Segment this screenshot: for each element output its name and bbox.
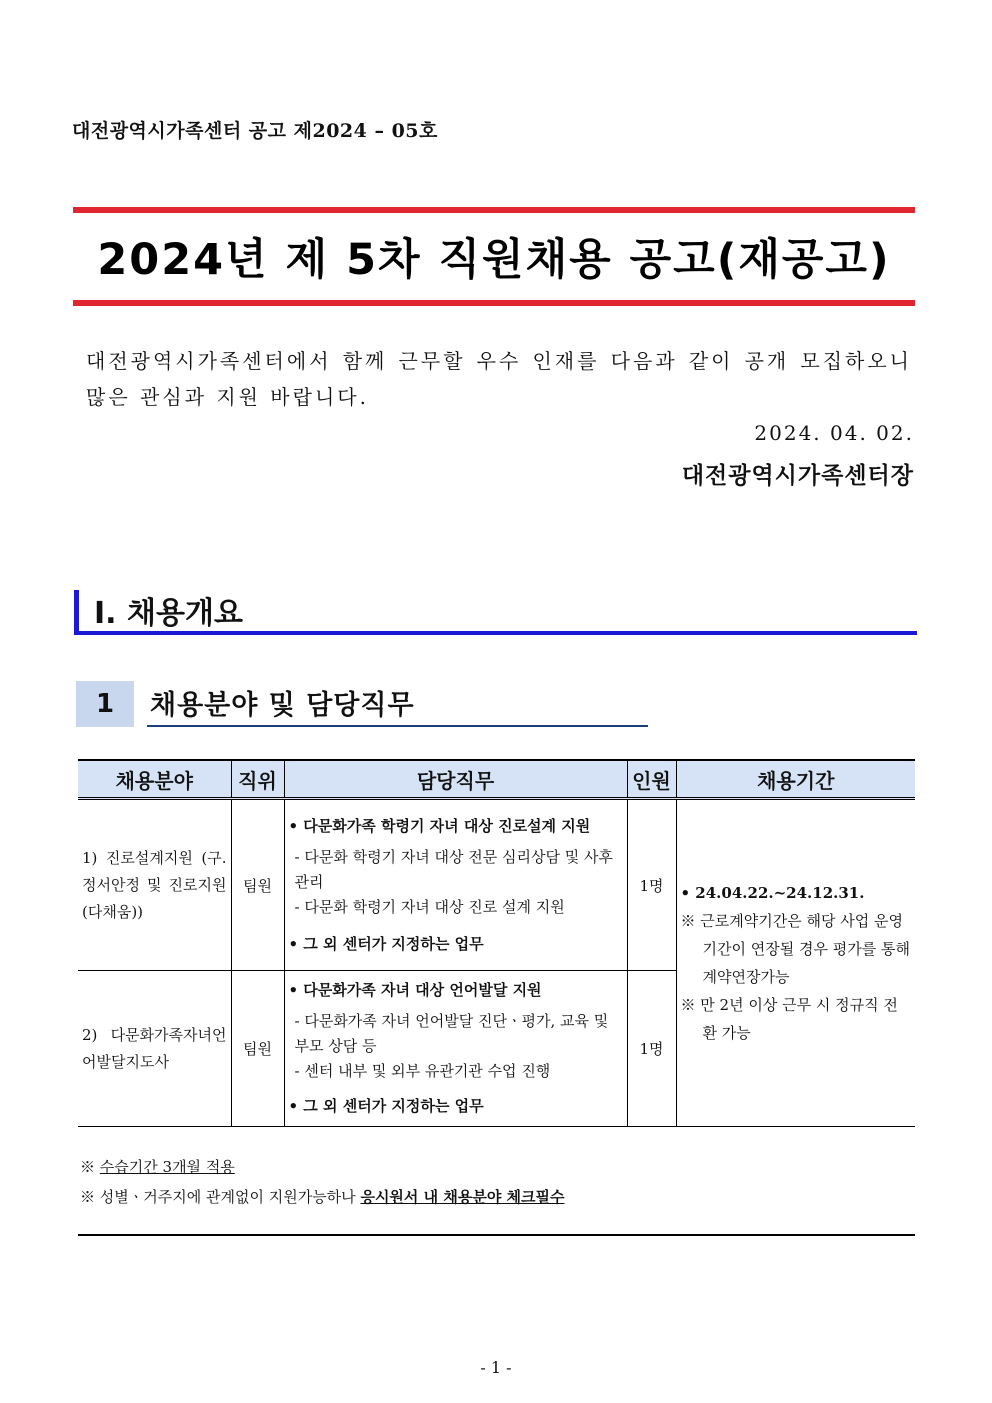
duty-detail: - 다문화 학령기 자녀 대상 진로 설계 지원 <box>294 897 565 916</box>
period-note: ※ 만 2년 이상 근무 시 정규직 전환 가능 <box>680 996 898 1042</box>
footnote-eligibility <box>80 1186 565 1207</box>
period-cell <box>676 799 915 1127</box>
intro-paragraph: 대전광역시가족센터에서 함께 근무할 우수 인재를 다음과 같이 공개 모집하오니 많은 관심과 지원 바랍니다. <box>86 349 912 409</box>
table-header-row <box>78 760 915 799</box>
recruitment-table <box>78 759 915 1127</box>
header-duty: 담당직무 <box>284 760 627 799</box>
header-position: 직위 <box>231 760 284 799</box>
section-accent-bar <box>74 590 79 634</box>
position-cell: 팀원 <box>231 799 284 971</box>
table-row <box>78 799 915 971</box>
signer: 대전광역시가족센터장 <box>681 462 914 489</box>
field-cell: 2) 다문화가족자녀언어발달지도사 <box>78 971 231 1127</box>
section-title: Ⅰ. 채용개요 <box>94 596 243 631</box>
duty-detail: - 다문화가족 자녀 언어발달 진단ㆍ평가, 교육 및 부모 상담 등 <box>294 1012 609 1055</box>
period-note: ※ 근로계약기간은 해당 사업 운영 기간이 연장될 경우 평가를 통해 계약연장가능 <box>680 912 910 986</box>
page-number: - 1 - <box>480 1358 512 1377</box>
headcount-cell: 1명 <box>627 971 676 1127</box>
subsection-title: 채용분야 및 담당직무 <box>150 690 415 721</box>
header-headcount: 인원 <box>627 760 676 799</box>
header-field: 채용분야 <box>78 760 231 799</box>
headcount-cell: 1명 <box>627 799 676 971</box>
probation-text: 수습기간 3개월 적용 <box>99 1158 235 1176</box>
duty-extra: • 그 외 센터가 지정하는 업무 <box>288 1097 484 1115</box>
duty-detail: - 센터 내부 및 외부 유관기관 수업 진행 <box>294 1062 551 1080</box>
header-period: 채용기간 <box>676 760 915 799</box>
page-title: 2024년 제 5차 직원채용 공고(재공고) <box>97 235 891 285</box>
title-top-rule <box>73 207 915 213</box>
title-bottom-rule <box>73 300 915 306</box>
eligibility-text: 성별ㆍ거주지에 관계없이 지원가능하나 <box>99 1188 356 1206</box>
position-cell: 팀원 <box>231 971 284 1127</box>
footnote-probation <box>80 1156 235 1177</box>
bottom-rule <box>78 1234 915 1236</box>
duty-extra: • 그 외 센터가 지정하는 업무 <box>288 934 484 953</box>
section-underline <box>74 631 917 635</box>
footnote-mark: ※ <box>80 1158 96 1176</box>
notice-number: 대전광역시가족센터 공고 제2024 – 05호 <box>72 120 438 142</box>
duty-cell <box>284 799 627 971</box>
duty-cell <box>284 971 627 1127</box>
subsection-number: 1 <box>76 681 134 727</box>
period-range: • 24.04.22.~24.12.31. <box>680 884 865 902</box>
duty-main: • 다문화가족 자녀 대상 언어발달 지원 <box>288 981 542 999</box>
field-cell: 1) 진로설계지원 (구. 정서안정 및 진로지원(다채움)) <box>78 799 231 971</box>
subsection-underline <box>147 725 648 727</box>
announcement-date: 2024. 04. 02. <box>754 421 914 445</box>
duty-main: • 다문화가족 학령기 자녀 대상 진로설계 지원 <box>288 816 591 835</box>
footnote-mark: ※ <box>80 1188 96 1206</box>
duty-detail: - 다문화 학령기 자녀 대상 전문 심리상담 및 사후관리 <box>294 847 614 891</box>
eligibility-emphasis: 응시원서 내 채용분야 체크필수 <box>360 1188 565 1206</box>
